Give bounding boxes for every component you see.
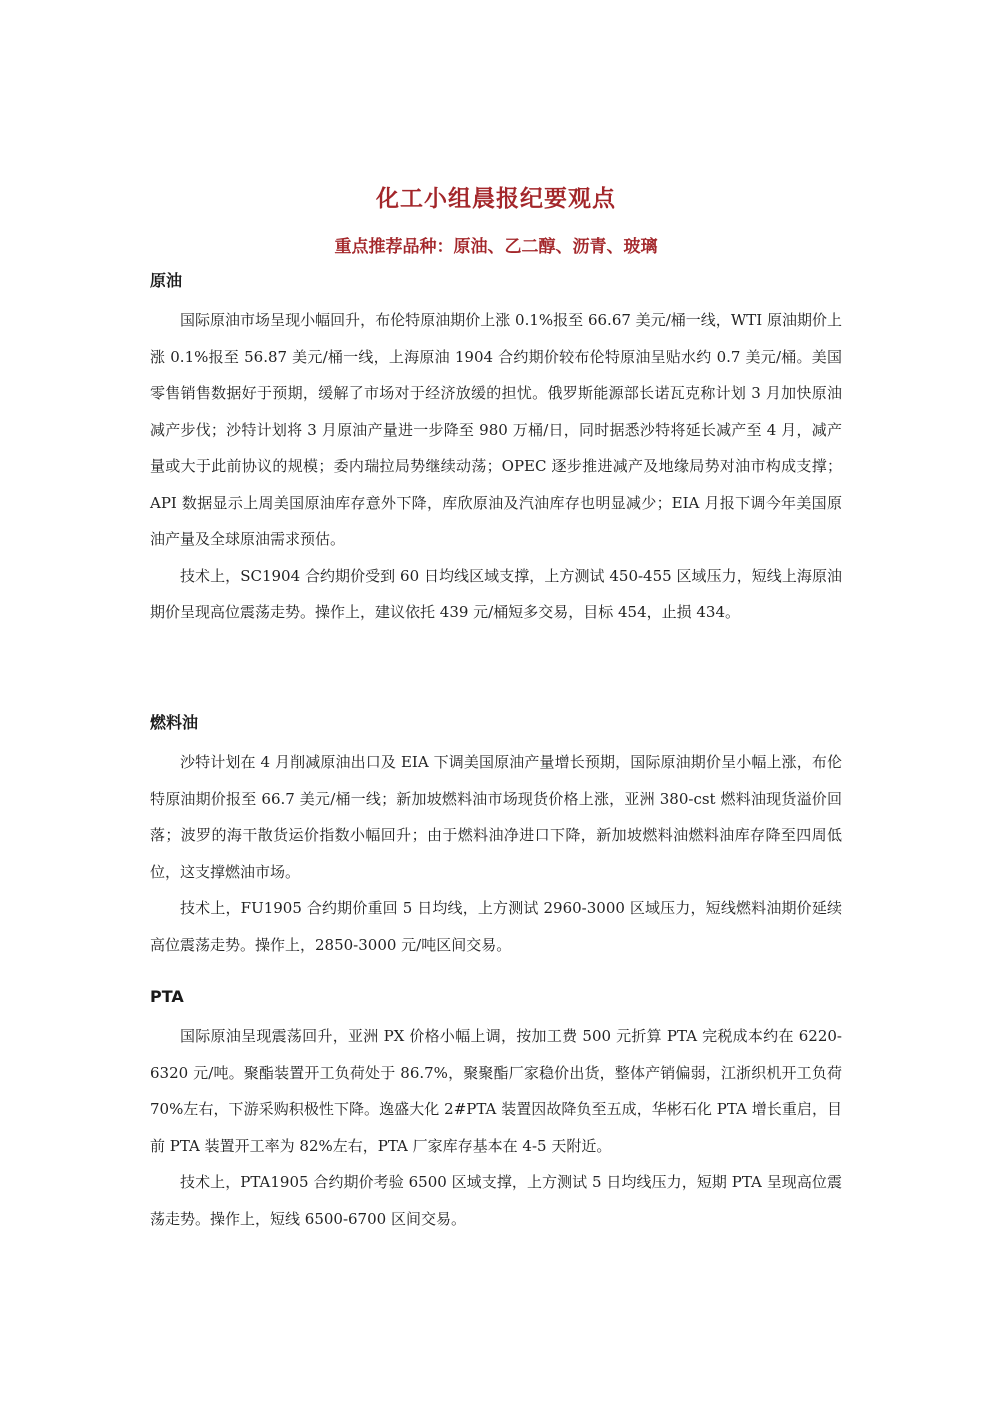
section-pta	[150, 984, 842, 1237]
document-title: 化工小组晨报纪要观点	[376, 186, 616, 212]
section-heading-fuel-oil: 燃料油	[150, 713, 199, 732]
crude-oil-technical-paragraph: 技术上，SC1904 合约期价受到 60 日均线区域支撑，上方测试 450-455 区域压力，短线上海原油期价呈现高位震荡走势。操作上，建议依托 439 元/桶短多交易，目标 454，止损 434。	[150, 566, 842, 621]
section-crude-oil	[150, 268, 842, 631]
section-fuel-oil	[150, 710, 842, 963]
section-heading-crude-oil: 原油	[150, 271, 183, 290]
pta-technical-paragraph: 技术上，PTA1905 合约期价考验 6500 区域支撑，上方测试 5 日均线压力，短期 PTA 呈现高位震荡走势。操作上，短线 6500-6700 区间交易。	[150, 1173, 842, 1228]
pta-market-paragraph: 国际原油呈现震荡回升，亚洲 PX 价格小幅上调，按加工费 500 元折算 PTA 完税成本约在 6220-6320 元/吨。聚酯装置开工负荷处于 86.7%，聚聚酯厂家稳价出货，整体产销偏弱，江浙织机开工负荷 70%左右，下游采购积极性下降。逸盛大化 2#PTA 装置因故降负至五成，华彬石化 PTA 增长重启，目前 PTA 装置开工率为 82%左右，PTA 厂家库存基本在 4-5 天附近。	[150, 1027, 842, 1155]
section-heading-pta: PTA	[150, 987, 184, 1006]
recommended-varieties-subtitle: 重点推荐品种：原油、乙二醇、沥青、玻璃	[334, 237, 658, 257]
fuel-oil-technical-paragraph: 技术上，FU1905 合约期价重回 5 日均线，上方测试 2960-3000 区域压力，短线燃料油期价延续高位震荡走势。操作上，2850-3000 元/吨区间交易。	[150, 899, 842, 954]
fuel-oil-market-paragraph: 沙特计划在 4 月削减原油出口及 EIA 下调美国原油产量增长预期，国际原油期价呈小幅上涨，布伦特原油期价报至 66.7 美元/桶一线；新加坡燃料油市场现货价格上涨，亚洲 380-cst 燃料油现货溢价回落；波罗的海干散货运价指数小幅回升；由于燃料油净进口下降，新加坡燃料油燃料油库存降至四周低位，这支撑燃油市场。	[150, 753, 842, 881]
crude-oil-market-paragraph: 国际原油市场呈现小幅回升，布伦特原油期价上涨 0.1%报至 66.67 美元/桶一线，WTI 原油期价上涨 0.1%报至 56.87 美元/桶一线，上海原油 1904 合约期价较布伦特原油呈贴水约 0.7 美元/桶。美国零售销售数据好于预期，缓解了市场对于经济放缓的担忧。俄罗斯能源部长诺瓦克称计划 3 月加快原油减产步伐；沙特计划将 3 月原油产量进一步降至 980 万桶/日，同时据悉沙特将延长减产至 4 月，减产量或大于此前协议的规模；委内瑞拉局势继续动荡；OPEC 逐步推进减产及地缘局势对油市构成支撑；API 数据显示上周美国原油库存意外下降，库欣原油及汽油库存也明显减少；EIA 月报下调今年美国原油产量及全球原油需求预估。	[150, 311, 842, 548]
